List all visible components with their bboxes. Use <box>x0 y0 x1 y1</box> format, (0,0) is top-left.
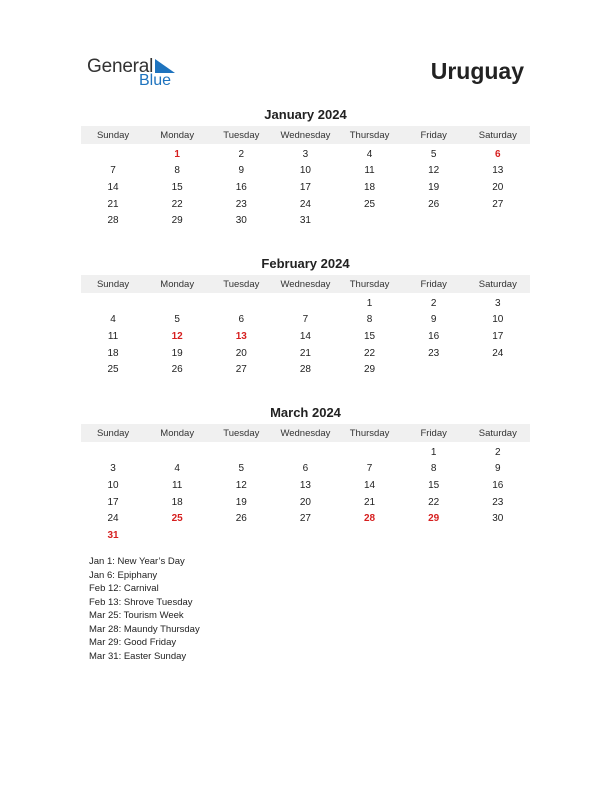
weekday-label: Saturday <box>478 129 517 141</box>
weekday-label: Sunday <box>96 129 130 141</box>
day-cell: 20 <box>492 181 504 193</box>
day-cell: 3 <box>495 297 501 309</box>
day-cell: 16 <box>235 181 247 193</box>
day-cell: 5 <box>174 314 180 326</box>
month-title: January 2024 <box>264 107 347 122</box>
generalblue-logo <box>87 56 187 96</box>
week-row <box>81 179 530 196</box>
day-cell: 11 <box>364 165 375 177</box>
day-cell: 6 <box>302 463 309 475</box>
day-cell: 12 <box>235 479 247 491</box>
day-cell: 11 <box>171 479 183 491</box>
day-cell: 12 <box>428 165 440 177</box>
day-cell: 26 <box>235 513 247 525</box>
day-cell: 18 <box>364 181 376 193</box>
holiday-day-cell: 12 <box>171 330 183 342</box>
day-cell: 10 <box>107 479 119 491</box>
day-cell: 27 <box>492 198 504 210</box>
holiday-day-cell: 31 <box>107 529 119 541</box>
day-cell: 31 <box>299 215 311 227</box>
holiday-entry: Mar 29: Good Friday <box>89 637 177 648</box>
holiday-entry: Feb 12: Carnival <box>89 583 159 594</box>
day-cell: 21 <box>107 198 119 210</box>
week-row <box>81 527 530 544</box>
week-row <box>81 146 530 163</box>
day-cell: 7 <box>110 165 116 177</box>
holiday-entry: Mar 31: Easter Sunday <box>89 650 187 662</box>
weekday-label: Wednesday <box>280 427 331 439</box>
logo-text-general: General <box>87 56 154 77</box>
day-cell: 26 <box>428 198 440 210</box>
day-cell: 24 <box>299 198 311 210</box>
weekday-header <box>81 424 530 442</box>
holiday-day-cell: 25 <box>171 513 183 525</box>
day-cell: 17 <box>492 330 504 342</box>
day-cell: 25 <box>364 198 376 210</box>
day-cell: 22 <box>428 496 440 508</box>
weekday-label: Monday <box>160 278 195 290</box>
weekday-label: Friday <box>420 427 447 439</box>
week-row <box>81 295 530 312</box>
day-cell: 2 <box>238 148 245 160</box>
day-cell: 10 <box>299 165 311 177</box>
day-cell: 18 <box>171 496 183 508</box>
day-cell: 5 <box>430 148 437 160</box>
day-cell: 24 <box>107 513 119 525</box>
day-cell: 16 <box>428 330 440 342</box>
day-cell: 22 <box>171 198 183 210</box>
week-row <box>81 345 530 362</box>
weekday-label: Tuesday <box>223 427 260 439</box>
holiday-entry: Jan 1: New Year’s Day <box>89 556 185 567</box>
month-march <box>81 405 530 544</box>
day-cell: 27 <box>299 513 311 525</box>
day-cell: 13 <box>299 479 311 491</box>
day-cell: 7 <box>366 463 373 475</box>
weekday-label: Monday <box>160 427 195 439</box>
day-cell: 10 <box>492 314 504 326</box>
day-cell: 7 <box>302 314 309 326</box>
month-title: March 2024 <box>270 405 341 420</box>
day-cell: 30 <box>235 215 247 227</box>
logo-text-blue: Blue <box>139 72 172 89</box>
holiday-list <box>89 555 200 663</box>
holiday-entry: Mar 28: Maundy Thursday <box>89 623 200 635</box>
weekday-label: Monday <box>160 129 195 141</box>
month-february <box>81 256 530 378</box>
week-row <box>81 163 530 180</box>
weekday-label: Wednesday <box>280 129 331 141</box>
weekday-label: Friday <box>420 129 447 141</box>
day-cell: 11 <box>107 330 119 342</box>
day-cell: 9 <box>430 314 437 326</box>
day-cell: 26 <box>171 364 183 376</box>
week-row <box>81 477 530 494</box>
week-row <box>81 312 530 329</box>
holiday-day-cell: 1 <box>174 148 180 160</box>
day-cell: 22 <box>364 347 376 359</box>
day-cell: 23 <box>235 198 247 210</box>
day-cell: 8 <box>430 463 437 475</box>
holiday-day-cell: 29 <box>428 513 440 525</box>
day-cell: 21 <box>364 496 376 508</box>
day-cell: 28 <box>107 215 119 227</box>
weekday-label: Tuesday <box>223 129 260 141</box>
day-cell: 23 <box>428 347 440 359</box>
holiday-day-cell: 6 <box>495 148 501 160</box>
day-cell: 23 <box>492 496 504 508</box>
holiday-day-cell: 13 <box>235 330 247 342</box>
day-cell: 8 <box>366 314 373 326</box>
day-cell: 2 <box>495 446 501 458</box>
month-january <box>81 107 530 229</box>
day-cell: 9 <box>238 165 245 177</box>
day-cell: 17 <box>107 496 119 508</box>
day-cell: 14 <box>299 330 311 342</box>
weekday-header <box>81 126 530 144</box>
country-title: Uruguay <box>430 58 524 84</box>
day-cell: 24 <box>492 347 504 359</box>
day-cell: 25 <box>107 364 119 376</box>
weekday-label: Sunday <box>96 278 130 290</box>
day-cell: 14 <box>364 479 376 491</box>
week-row <box>81 212 530 229</box>
day-cell: 15 <box>364 330 376 342</box>
day-cell: 17 <box>299 181 311 193</box>
day-cell: 21 <box>299 347 311 359</box>
holiday-entry: Mar 25: Tourism Week <box>89 610 184 621</box>
day-cell: 4 <box>366 148 373 160</box>
holiday-entry: Jan 6: Epiphany <box>89 569 158 581</box>
day-cell: 29 <box>171 215 183 227</box>
day-cell: 3 <box>302 148 309 160</box>
week-row <box>81 494 530 511</box>
week-row <box>81 361 530 378</box>
week-row <box>81 444 530 461</box>
day-cell: 15 <box>171 181 183 193</box>
holiday-day-cell: 28 <box>364 513 376 525</box>
weekday-header <box>81 275 530 293</box>
weekday-label: Thursday <box>349 129 390 141</box>
day-cell: 6 <box>238 314 245 326</box>
day-cell: 29 <box>364 364 376 376</box>
logo-triangle-icon <box>155 59 175 73</box>
day-cell: 4 <box>174 463 180 475</box>
weekday-label: Saturday <box>478 278 517 290</box>
weekday-label: Thursday <box>349 427 390 439</box>
day-cell: 3 <box>110 463 116 475</box>
weekday-label: Tuesday <box>223 278 260 290</box>
day-cell: 20 <box>299 496 311 508</box>
day-cell: 9 <box>495 463 501 475</box>
day-cell: 8 <box>174 165 180 177</box>
day-cell: 28 <box>299 364 311 376</box>
day-cell: 5 <box>238 463 245 475</box>
week-row <box>81 461 530 478</box>
day-cell: 4 <box>110 314 116 326</box>
day-cell: 1 <box>366 297 373 309</box>
day-cell: 15 <box>428 479 440 491</box>
weekday-label: Friday <box>420 278 447 290</box>
day-cell: 18 <box>107 347 119 359</box>
week-row <box>81 510 530 527</box>
day-cell: 19 <box>235 496 247 508</box>
holiday-entry: Feb 13: Shrove Tuesday <box>89 596 193 608</box>
weekday-label: Wednesday <box>280 278 331 290</box>
day-cell: 19 <box>428 181 440 193</box>
day-cell: 13 <box>492 165 504 177</box>
day-cell: 2 <box>430 297 437 309</box>
day-cell: 20 <box>235 347 247 359</box>
weekday-label: Sunday <box>96 427 130 439</box>
day-cell: 27 <box>235 364 247 376</box>
day-cell: 16 <box>492 479 504 491</box>
weekday-label: Thursday <box>349 278 390 290</box>
week-row <box>81 196 530 213</box>
day-cell: 30 <box>492 513 504 525</box>
month-title: February 2024 <box>261 256 350 271</box>
day-cell: 19 <box>171 347 183 359</box>
day-cell: 1 <box>430 446 437 458</box>
weekday-label: Saturday <box>478 427 517 439</box>
day-cell: 14 <box>107 181 119 193</box>
week-row <box>81 328 530 345</box>
